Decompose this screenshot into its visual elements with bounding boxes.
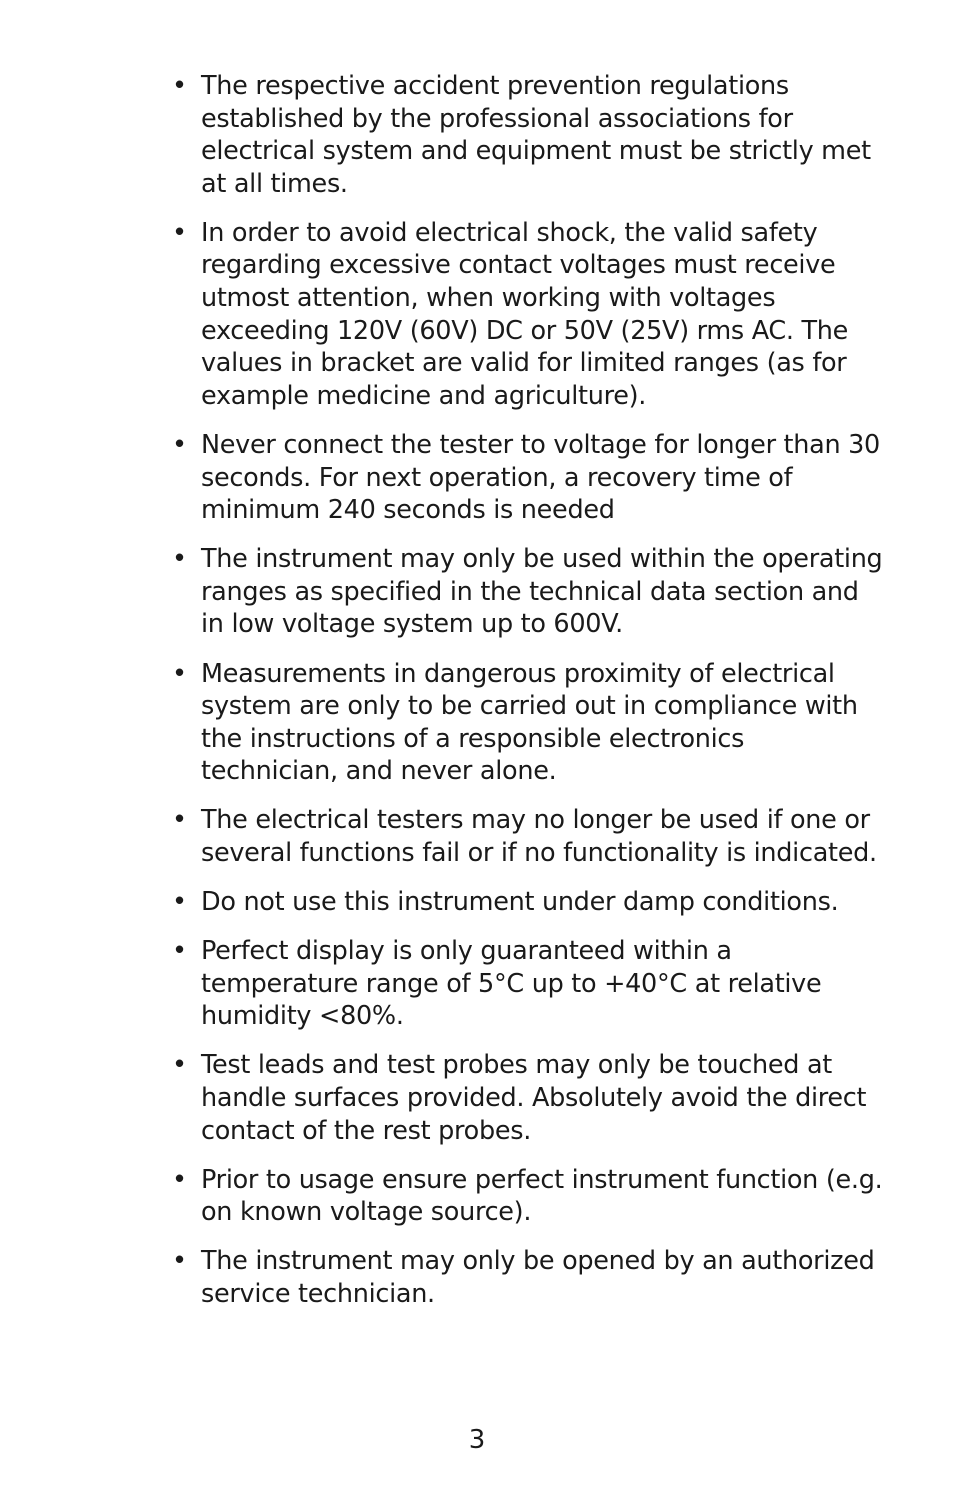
list-item-text: In order to avoid electrical shock, the valid safety regarding excessive contact voltages must receive utmost attention, when working with voltages exceeding 120V (60V) DC or 50V (25V) rms AC. The values in bracket are valid for limited ranges (as for example medicine and agriculture). — [201, 217, 849, 411]
bullet-icon: • — [172, 887, 187, 918]
bullet-icon: • — [172, 544, 187, 575]
list-item — [172, 1164, 887, 1229]
bullet-icon: • — [172, 1050, 187, 1081]
bullet-icon: • — [172, 217, 187, 248]
list-item-text: The respective accident prevention regulations established by the professional associations for electrical system and equipment must be strictly met at all times. — [201, 71, 871, 199]
bullet-icon: • — [172, 429, 187, 460]
list-item-text: The instrument may only be used within the operating ranges as specified in the technical data section and in low voltage system up to 600V. — [201, 544, 883, 640]
list-item — [172, 804, 887, 869]
bullet-icon: • — [172, 936, 187, 967]
list-item-text: Perfect display is only guaranteed within a temperature range of 5°C up to +40°C at relative humidity <80%. — [201, 936, 822, 1032]
list-item — [172, 1245, 887, 1310]
list-item-text: Prior to usage ensure perfect instrument function (e.g. on known voltage source). — [201, 1164, 883, 1228]
list-item-text: Never connect the tester to voltage for longer than 30 seconds. For next operation, a recovery time of minimum 240 seconds is needed — [201, 429, 880, 526]
list-item — [172, 886, 887, 919]
list-item — [172, 217, 887, 413]
bullet-icon: • — [172, 1246, 187, 1277]
list-item-text: Test leads and test probes may only be touched at handle surfaces provided. Absolutely avoid the direct contact of the rest probes. — [201, 1050, 867, 1146]
safety-bullet-list — [172, 70, 887, 1327]
page-number: 3 — [468, 1425, 486, 1455]
list-item — [172, 429, 887, 527]
list-item — [172, 543, 887, 641]
list-item — [172, 658, 887, 788]
bullet-icon: • — [172, 658, 187, 689]
list-item — [172, 935, 887, 1033]
list-item-text: Measurements in dangerous proximity of electrical system are only to be carried out in compliance with the instructions of a responsible electronics technician, and never alone. — [201, 658, 858, 787]
list-item-text: Do not use this instrument under damp conditions. — [201, 887, 839, 918]
bullet-icon: • — [172, 1164, 187, 1195]
bullet-icon: • — [172, 71, 187, 101]
list-item-text: The electrical testers may no longer be used if one or several functions fail or if no functionality is indicated. — [201, 805, 877, 868]
bullet-icon: • — [172, 805, 187, 836]
list-item-text: The instrument may only be opened by an authorized service technician. — [201, 1246, 875, 1309]
list-item — [172, 1049, 887, 1147]
list-item — [172, 70, 887, 200]
